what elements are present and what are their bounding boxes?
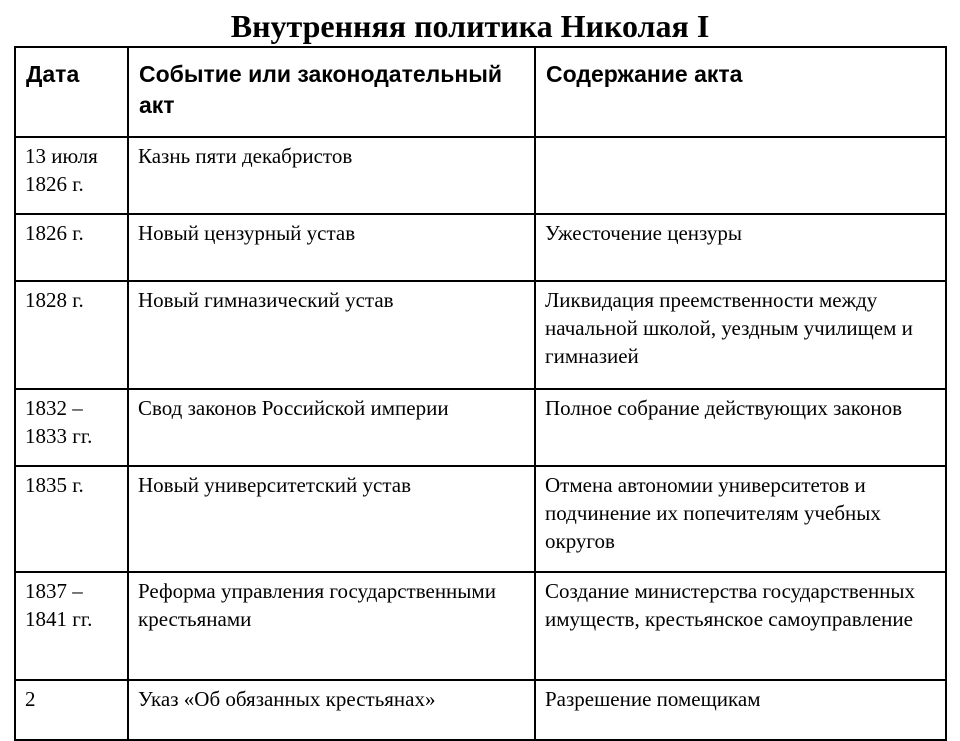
column-header-content: Содержание акта bbox=[535, 47, 946, 137]
cell-date: 1835 г. bbox=[15, 466, 128, 572]
cell-event: Новый гимназический устав bbox=[128, 281, 535, 389]
table-row bbox=[15, 572, 946, 680]
table-row bbox=[15, 137, 946, 214]
cell-event: Свод законов Российской империи bbox=[128, 389, 535, 466]
column-header-event: Событие или законодательный акт bbox=[128, 47, 535, 137]
cell-event: Реформа управления государственными крестьянами bbox=[128, 572, 535, 680]
cell-content bbox=[535, 137, 946, 214]
page-title: Внутренняя политика Николая I bbox=[230, 8, 710, 44]
cell-content: Ужесточение цензуры bbox=[535, 214, 946, 281]
cell-date: 1826 г. bbox=[15, 214, 128, 281]
table-row bbox=[15, 466, 946, 572]
cell-event: Новый университетский устав bbox=[128, 466, 535, 572]
table-row bbox=[15, 214, 946, 281]
cell-event: Новый цензурный устав bbox=[128, 214, 535, 281]
cell-date: 1828 г. bbox=[15, 281, 128, 389]
table-header-row bbox=[15, 47, 946, 137]
cell-date: 13 июля 1826 г. bbox=[15, 137, 128, 214]
cell-date: 1837 – 1841 гг. bbox=[15, 572, 128, 680]
cell-date: 1832 – 1833 гг. bbox=[15, 389, 128, 466]
table-row bbox=[15, 680, 946, 740]
cell-content: Отмена автономии университетов и подчинение их попечителям учебных округов bbox=[535, 466, 946, 572]
cell-event: Указ «Об обязанных крестьянах» bbox=[128, 680, 535, 740]
column-header-date: Дата bbox=[15, 47, 128, 137]
cell-content: Разрешение помещикам bbox=[535, 680, 946, 740]
cell-event: Казнь пяти декабристов bbox=[128, 137, 535, 214]
policy-table bbox=[14, 46, 947, 741]
cell-content: Ликвидация преемственности между начальной школой, уездным училищем и гимназией bbox=[535, 281, 946, 389]
cell-content: Создание министерства государственных имуществ, крестьянское самоуправление bbox=[535, 572, 946, 680]
cell-content: Полное собрание действующих законов bbox=[535, 389, 946, 466]
cell-date: 2 bbox=[15, 680, 128, 740]
policy-table-container bbox=[14, 46, 945, 741]
table-row bbox=[15, 389, 946, 466]
table-row bbox=[15, 281, 946, 389]
